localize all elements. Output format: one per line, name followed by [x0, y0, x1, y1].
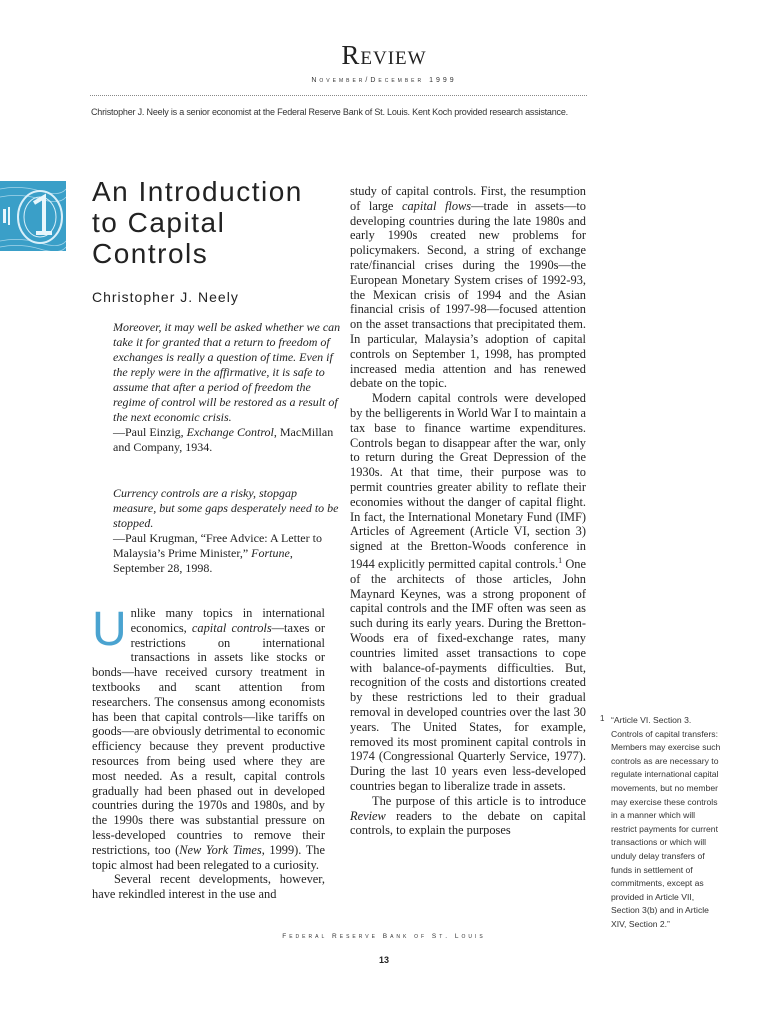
issue-date: November/December 1999 — [311, 77, 457, 84]
body-text: study of capital controls. First, the resumption of large — [350, 184, 586, 213]
article-title-line: to Capital — [92, 207, 226, 238]
attribution-work: Fortune — [251, 546, 290, 560]
header-divider — [90, 95, 587, 96]
body-text: —taxes or restrictions on international transactions in assets like stocks or bonds—have received cursory treatment in textbooks and scant attention from researchers. The consensus among economists has been that capital controls—like tariffs on goods—are obviously detrimental to economic efficiency because they prevent productive resources from being used where they are most needed. As a result, capital controls gradually had been phased out in developed countries during the 1970s and 1980s, and by the 1990s there was substantial pressure on less-developed countries to remove their restrictions, too ( — [92, 620, 325, 857]
body-text: readers to the debate on capital controls, to explain the purposes — [350, 808, 586, 838]
body-text: Modern capital controls were developed by the belligerents in World War I to maintain a tax base to finance wartime expenditures. Controls began to disappear after the war, only to return during the Great Depression of the 1930s. At that time, their purpose was to permit countries greater ability to reflate their economies without the danger of capital flight. In fact, the International Monetary Fund (IMF) Articles of Agreement (Article VI, section 3) signed at the Bretton-Woods conference in 1944 explicitly permitted capital controls. — [350, 391, 587, 572]
byline: Christopher J. Neely — [92, 289, 239, 305]
attribution-text: —Paul Krugman, “Free Advice: A Letter to Malaysia’s Prime Minister,” — [113, 531, 322, 560]
body-column-right — [350, 184, 586, 838]
epigraph-attribution — [113, 531, 343, 576]
footnote-number: 1 — [600, 714, 605, 723]
body-paragraph — [92, 872, 325, 902]
body-paragraph — [92, 603, 325, 872]
attribution-text: —Paul Einzig, — [113, 425, 187, 439]
article-title-line: Controls — [92, 238, 209, 269]
body-text: —trade in assets—to developing countries during the late 1980s and early 1990s created new problems for policymakers. Second, a string of exchange rate/financial crises during the 1990s—the European Monetary System crises of 1992-93, the Mexican crisis of 1994 and the Asian financial crisis of 1997-98—focused attention on the asset transactions that precipitated them. In particular, Malaysia’s adoption of capital controls on September 1, 1998, has prompted increased media attention and has renewed debate on the topic. — [350, 198, 586, 391]
epigraph-attribution — [113, 425, 343, 455]
article-title — [92, 176, 342, 269]
author-note: Christopher J. Neely is a senior economist at the Federal Reserve Bank of St. Louis. Kent Koch provided research assistance. — [91, 107, 568, 117]
epigraph-quote: Moreover, it may well be asked whether we can take it for granted that a return to freedom of exchanges is really a question of time. Even if the reply were in the affirmative, it is safe to assume that after a period of freedom the regime of control will be restored as a result of the next economic crisis. — [113, 320, 341, 424]
epigraph-quote: Currency controls are a risky, stopgap measure, but some gaps desperately need to be stopped. — [113, 486, 339, 530]
body-text: nlike many topics in international economics, — [130, 606, 325, 635]
epigraph — [113, 320, 343, 455]
body-text-italic: New York Times — [179, 842, 262, 857]
body-text-italic: capital flows — [401, 198, 472, 213]
body-text: Several recent developments, however, have rekindled interest in the use and — [92, 872, 325, 902]
drop-cap: U — [92, 603, 127, 656]
body-text-italic: capital controls — [191, 620, 272, 635]
dollar-bill-seal-icon — [0, 181, 66, 251]
body-column-left — [92, 603, 325, 902]
body-text: The purpose of this article is to introduce — [372, 793, 586, 808]
epigraph — [113, 486, 343, 576]
page-number: 13 — [378, 955, 389, 965]
article-title-line: An Introduction — [92, 176, 303, 207]
attribution-work: Exchange Control — [186, 425, 274, 439]
attribution-text: , MacMillan and Company, 1934. — [113, 425, 334, 454]
body-text: One of the architects of those articles, John Maynard Keynes, was a strong proponent of capital controls and the IMF often was seen as such during its early years. During the Bretton-Woods era of fixed-exchange rates, many countries limited asset transactions to cope with balance-of-payments difficulties. But, recognition of the costs and distortions created by these restrictions led to their gradual removal in developed countries over the last 30 years. The United States, for example, removed its most prominent capital controls in 1974 (Congressional Quarterly Service, 1977). During the last 10 years even less-developed countries began to liberalize trade in assets. — [350, 557, 586, 793]
masthead: Review — [341, 40, 427, 70]
body-text: , 1999). The topic almost had been relegated to a curiosity. — [92, 842, 325, 872]
footer-publisher: Federal Reserve Bank of St. Louis — [282, 933, 486, 940]
attribution-text: , September 28, 1998. — [113, 546, 293, 575]
body-text-italic: Review — [350, 808, 386, 823]
body-paragraph — [350, 794, 586, 838]
footnote-text: “Article VI. Section 3. Controls of capital transfers: Members may exercise such controls as are necessary to regulate international capital movements, but no member may exercise these controls in a manner which will restrict payments for current transactions or which will unduly delay transfers of funds in settlement of commitments, except as provided in Article VII, Section 3(b) and in Article XIV, Section 2.” — [611, 715, 721, 929]
body-paragraph — [350, 184, 586, 391]
body-paragraph — [350, 391, 586, 794]
footnote-ref[interactable]: 1 — [558, 555, 563, 565]
